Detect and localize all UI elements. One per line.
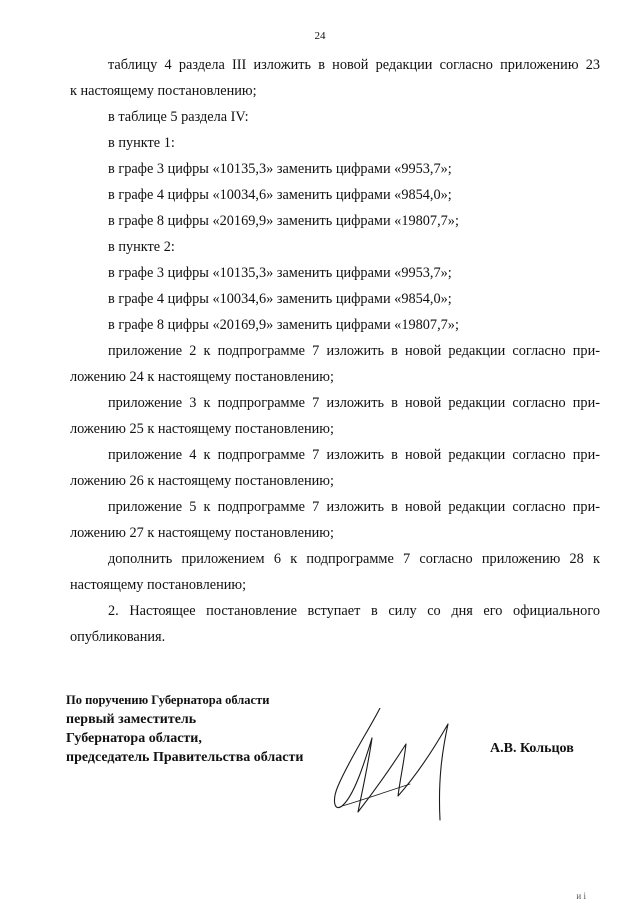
text-line: приложение 2 к подпрограмме 7 изложить в новой редакции согласно при- (108, 343, 600, 359)
text-line: в графе 4 цифры «10034,6» заменить цифрами «9854,0»; (108, 291, 452, 307)
text-line: ложению 26 к настоящему постановлению; (70, 473, 334, 489)
text-line: к настоящему постановлению; (70, 83, 257, 99)
text-line: приложение 5 к подпрограмме 7 изложить в новой редакции согласно при- (108, 499, 600, 515)
text-line: 2. Настоящее постановление вступает в силу со дня его официального (108, 603, 600, 619)
text-line: в пункте 2: (108, 239, 175, 255)
signature-line-3: Губернатора области, (66, 731, 202, 746)
signature-line-4: председатель Правительства области (66, 750, 304, 765)
text-line: таблицу 4 раздела III изложить в новой редакции согласно приложению 23 (108, 57, 600, 73)
text-line: опубликования. (70, 629, 166, 645)
text-line: в графе 3 цифры «10135,3» заменить цифрами «9953,7»; (108, 161, 452, 177)
signature-line-1: По поручению Губернатора области (66, 693, 270, 707)
text-line: дополнить приложением 6 к подпрограмме 7 согласно приложению 28 к (108, 551, 600, 567)
text-line: ложению 27 к настоящему постановлению; (70, 525, 334, 541)
text-line: ложению 24 к настоящему постановлению; (70, 369, 334, 385)
document-body (70, 52, 600, 650)
signature-block (66, 690, 303, 767)
text-line: в графе 8 цифры «20169,9» заменить цифрами «19807,7»; (108, 213, 459, 229)
text-line: приложение 3 к подпрограмме 7 изложить в новой редакции согласно при- (108, 395, 600, 411)
text-line: приложение 4 к подпрограмме 7 изложить в новой редакции согласно при- (108, 447, 600, 463)
text-line: в графе 4 цифры «10034,6» заменить цифрами «9854,0»; (108, 187, 452, 203)
handwritten-signature (320, 708, 470, 823)
text-line: в таблице 5 раздела IV: (108, 109, 249, 125)
text-line: в графе 8 цифры «20169,9» заменить цифрами «19807,7»; (108, 317, 459, 333)
page-number: 24 (314, 30, 326, 42)
text-line: настоящему постановлению; (70, 577, 247, 593)
text-line: ложению 25 к настоящему постановлению; (70, 421, 334, 437)
signer-name: А.В. Кольцов (490, 741, 574, 756)
text-line: в графе 3 цифры «10135,3» заменить цифрами «9953,7»; (108, 265, 452, 281)
footer-mark: и і (576, 891, 586, 901)
signature-line-2: первый заместитель (66, 712, 197, 727)
text-line: в пункте 1: (108, 135, 175, 151)
